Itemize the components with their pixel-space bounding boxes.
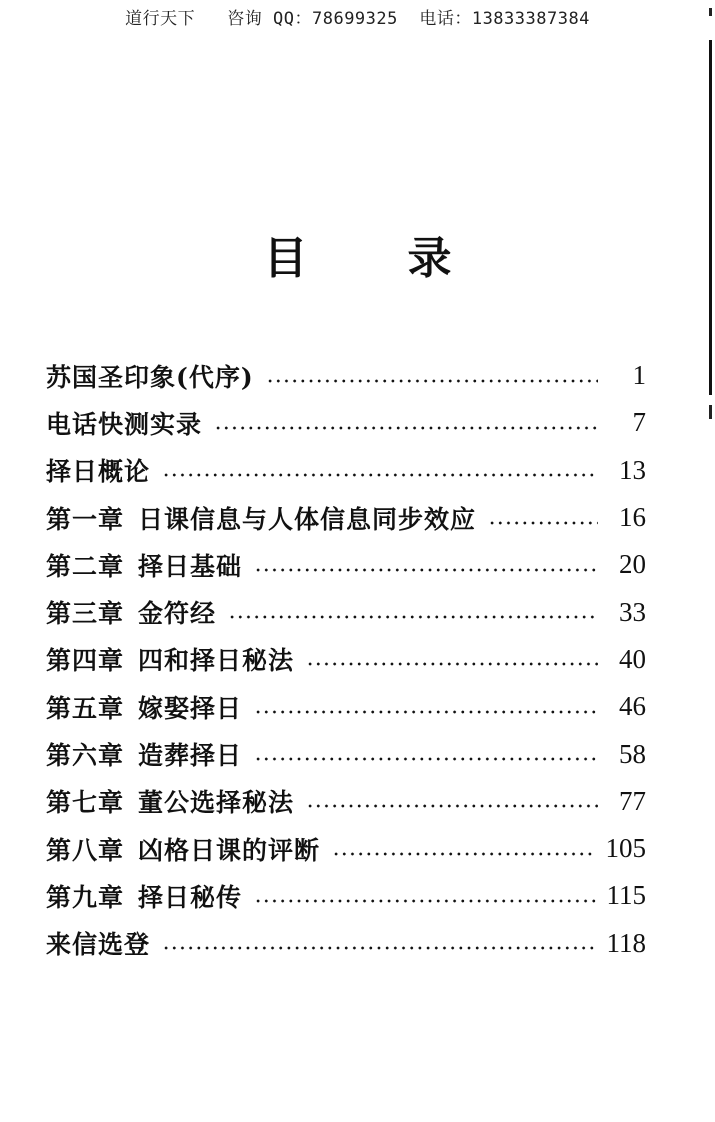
toc-page-number: 46: [619, 691, 646, 722]
toc-entry-title: 四和择日秘法: [138, 646, 295, 676]
toc-chapter-number: 第六章: [46, 741, 125, 771]
page-edge-mark: [709, 405, 712, 419]
toc-chapter-number: 第四章: [46, 646, 125, 676]
dot-leader: [162, 946, 596, 950]
dot-leader: [254, 710, 598, 714]
toc-chapter-number: 第五章: [46, 693, 125, 723]
contents-title: [0, 222, 715, 286]
dot-leader: [488, 521, 598, 525]
toc-chapter-number: 第九章: [46, 882, 125, 912]
toc-entry-title: 凶格日课的评断: [138, 835, 321, 865]
toc-entry-title: 择日概论: [46, 457, 151, 487]
toc-page-number: 118: [606, 927, 646, 958]
toc-chapter-number: 第七章: [46, 788, 125, 818]
toc-entry[interactable]: [46, 825, 646, 872]
toc-entry-label: [46, 405, 202, 441]
page-edge-mark: [709, 8, 712, 16]
toc-entry-label: [46, 547, 242, 583]
toc-entry-label: [46, 783, 294, 819]
toc-entry[interactable]: [46, 352, 646, 399]
contents-title-char: 目: [263, 233, 308, 284]
toc-page-number: 105: [605, 833, 646, 864]
dot-leader: [254, 568, 598, 572]
toc-entry-label: [46, 831, 320, 867]
toc-page-number: 33: [619, 596, 646, 627]
page-edge-line: [709, 40, 712, 395]
toc-page-number: 40: [619, 643, 646, 674]
page-header: 道行天下 咨询 QQ：78699325 电话：13833387384: [125, 9, 590, 29]
dot-leader: [162, 473, 598, 477]
table-of-contents: [46, 352, 646, 967]
toc-entry-title: 金符经: [138, 599, 217, 629]
toc-chapter-number: 第三章: [46, 599, 125, 629]
dot-leader: [254, 899, 596, 903]
toc-entry-label: [46, 736, 242, 772]
toc-chapter-number: 第八章: [46, 835, 125, 865]
toc-entry-title: 苏国圣印象(代序): [46, 362, 254, 392]
contents-title-char: 录: [407, 233, 452, 284]
toc-entry-label: [46, 500, 476, 536]
dot-leader: [214, 426, 598, 430]
toc-entry-title: 电话快测实录: [46, 409, 203, 439]
dot-leader: [332, 852, 595, 856]
toc-page-number: 20: [619, 549, 646, 580]
dot-leader: [306, 662, 598, 666]
toc-entry-label: [46, 641, 294, 677]
toc-page-number: 13: [619, 454, 646, 485]
toc-entry[interactable]: [46, 447, 646, 494]
toc-entry-label: [46, 594, 216, 630]
toc-entry-title: 来信选登: [46, 930, 151, 960]
toc-entry[interactable]: [46, 494, 646, 541]
toc-entry-title: 择日秘传: [138, 882, 243, 912]
toc-entry[interactable]: [46, 588, 646, 635]
toc-page-number: 7: [632, 407, 646, 438]
dot-leader: [228, 615, 598, 619]
toc-entry-title: 董公选择秘法: [138, 788, 295, 818]
toc-entry-title: 嫁娶择日: [138, 693, 243, 723]
toc-page-number: 16: [619, 502, 646, 533]
toc-entry[interactable]: [46, 920, 646, 967]
toc-entry-label: [46, 878, 242, 914]
toc-page-number: 58: [619, 738, 646, 769]
toc-entry[interactable]: [46, 399, 646, 446]
toc-entry-title: 择日基础: [138, 551, 243, 581]
toc-entry[interactable]: [46, 872, 646, 919]
toc-chapter-number: 第二章: [46, 551, 125, 581]
toc-entry[interactable]: [46, 541, 646, 588]
toc-entry-label: [46, 925, 150, 961]
dot-leader: [254, 757, 598, 761]
toc-chapter-number: 第一章: [46, 504, 125, 534]
toc-entry-label: [46, 452, 150, 488]
toc-page-number: 115: [606, 880, 646, 911]
toc-entry[interactable]: [46, 778, 646, 825]
toc-page-number: 77: [619, 785, 646, 816]
toc-entry-label: [46, 358, 254, 394]
toc-entry-label: [46, 689, 242, 725]
dot-leader: [306, 804, 598, 808]
toc-entry-title: 日课信息与人体信息同步效应: [138, 504, 477, 534]
toc-page-number: 1: [632, 360, 646, 391]
toc-entry[interactable]: [46, 683, 646, 730]
toc-entry[interactable]: [46, 730, 646, 777]
toc-entry-title: 造葬择日: [138, 741, 243, 771]
toc-entry[interactable]: [46, 636, 646, 683]
dot-leader: [266, 379, 598, 383]
